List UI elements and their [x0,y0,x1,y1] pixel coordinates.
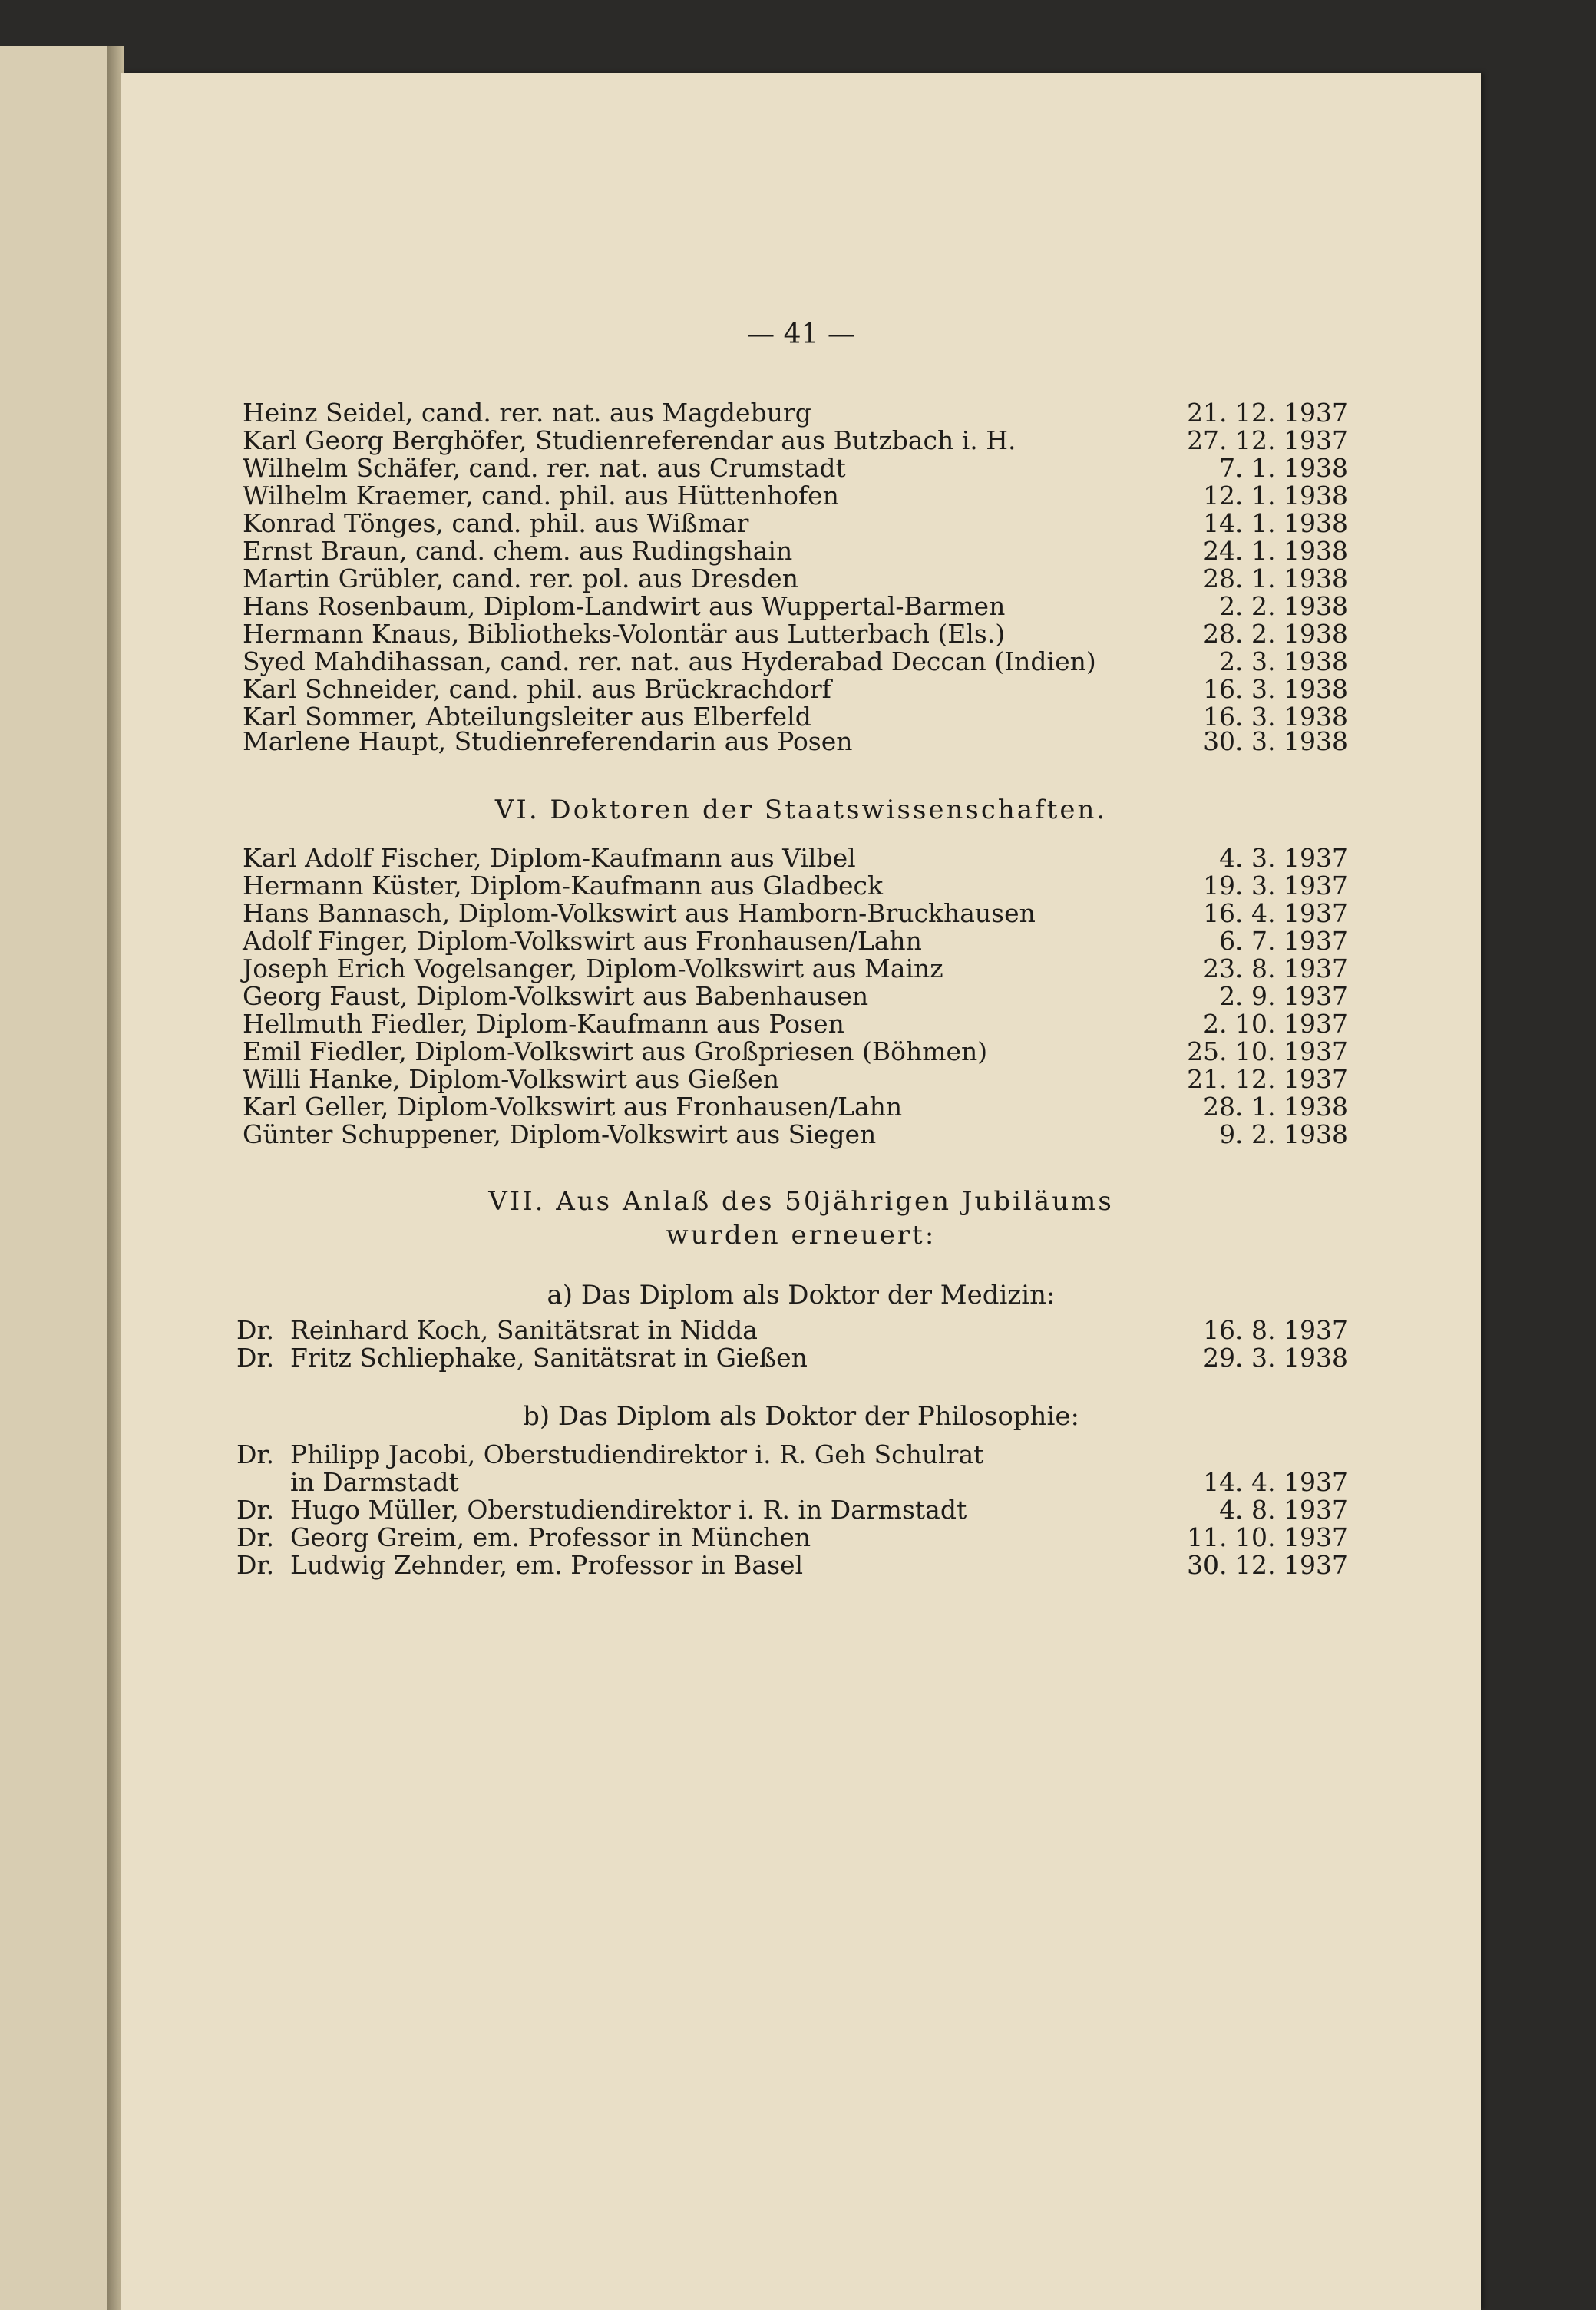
entry-date: 16. 4. 1937 [1203,898,1348,928]
facing-page-edge [0,46,115,2310]
list-item [243,728,1348,755]
entry-name: Ernst Braun, cand. chem. aus Rudingshain [243,536,793,566]
subsection-heading-a: a) Das Diplom als Doktor der Medizin: [547,1280,1056,1310]
entry-name: Martin Grübler, cand. rer. pol. aus Dresden [243,563,798,593]
entry-name: Wilhelm Kraemer, cand. phil. aus Hüttenhofen [243,481,839,511]
list-item [243,955,1348,983]
list-item [236,1441,1348,1469]
section-vii-a-entries [236,1317,1348,1378]
entry-date: 2. 9. 1937 [1219,981,1348,1011]
entry-name: Marlene Haupt, Studienreferendarin aus Posen [243,726,853,756]
list-item [243,927,1348,955]
entry-date: 21. 12. 1937 [1187,1064,1348,1094]
list-item [243,593,1348,620]
entry-date: 2. 3. 1938 [1219,646,1348,676]
list-item [243,1093,1348,1121]
entry-title: Dr. [236,1550,275,1580]
entry-name: Karl Geller, Diplom-Volkswirt aus Fronhausen/Lahn [243,1092,903,1122]
entry-date: 9. 2. 1938 [1219,1119,1348,1149]
entry-date: 16. 3. 1938 [1203,674,1348,704]
list-item [236,1552,1348,1579]
entry-name: Hans Rosenbaum, Diplom-Landwirt aus Wuppertal-Barmen [243,591,1006,621]
entry-date: 16. 8. 1937 [1203,1315,1348,1345]
entry-name: Hans Bannasch, Diplom-Volkswirt aus Hamborn-Bruckhausen [243,898,1036,928]
entry-name: Reinhard Koch, Sanitätsrat in Nidda [290,1315,758,1345]
entry-name-line2: in Darmstadt [290,1467,459,1497]
entry-name: Konrad Tönges, cand. phil. aus Wißmar [243,508,749,538]
entry-name: Hellmuth Fiedler, Diplom-Kaufmann aus Posen [243,1009,844,1039]
entry-name: Günter Schuppener, Diplom-Volkswirt aus Siegen [243,1119,877,1149]
section-heading-vii: VII. Aus Anlaß des 50jährigen Jubiläums [488,1186,1114,1217]
list-item [243,1010,1348,1038]
entry-date: 28. 1. 1938 [1203,563,1348,593]
entry-name: Georg Faust, Diplom-Volkswirt aus Babenhausen [243,981,869,1011]
entry-date: 6. 7. 1937 [1219,926,1348,956]
entry-title: Dr. [236,1439,275,1469]
entry-name: Karl Schneider, cand. phil. aus Brückrachdorf [243,674,831,704]
list-item [243,983,1348,1010]
entry-title: Dr. [236,1495,275,1525]
list-item [243,510,1348,537]
entry-date: 29. 3. 1938 [1203,1343,1348,1373]
entry-title: Dr. [236,1315,275,1345]
entry-date: 24. 1. 1938 [1203,536,1348,566]
list-item [243,565,1348,593]
entry-name: Ludwig Zehnder, em. Professor in Basel [290,1550,804,1580]
entry-name: Syed Mahdihassan, cand. rer. nat. aus Hyderabad Deccan (Indien) [243,646,1096,676]
list-item [243,676,1348,703]
entry-name: Willi Hanke, Diplom-Volkswirt aus Gießen [243,1064,779,1094]
entry-date: 30. 3. 1938 [1203,726,1348,756]
list-item [243,1121,1348,1148]
entry-date: 4. 8. 1937 [1219,1495,1348,1525]
list-item [243,1038,1348,1066]
entry-date: 28. 1. 1938 [1203,1092,1348,1122]
list-item [243,537,1348,565]
entry-title: Dr. [236,1522,275,1552]
entry-date: 23. 8. 1937 [1203,953,1348,983]
entry-date: 11. 10. 1937 [1187,1522,1348,1552]
list-item [236,1496,1348,1524]
entry-date: 14. 4. 1937 [1203,1467,1348,1497]
list-item [243,482,1348,510]
list-item [243,1066,1348,1093]
entry-date: 2. 2. 1938 [1219,591,1348,621]
list-item [243,648,1348,676]
list-item [236,1317,1348,1344]
entry-date: 7. 1. 1938 [1219,453,1348,483]
entry-name: Georg Greim, em. Professor in München [290,1522,811,1552]
list-item [236,1344,1348,1372]
entry-date: 2. 10. 1937 [1203,1009,1348,1039]
entry-name: Hermann Küster, Diplom-Kaufmann aus Gladbeck [243,871,884,901]
entry-date: 14. 1. 1938 [1203,508,1348,538]
entry-name: Karl Sommer, Abteilungsleiter aus Elberfeld [243,702,811,732]
entry-date: 4. 3. 1937 [1219,843,1348,873]
section-vi-entries [243,844,1348,1152]
list-item [243,454,1348,482]
list-item-continuation [236,1469,1348,1496]
entry-name: Joseph Erich Vogelsanger, Diplom-Volkswirt aus Mainz [243,953,943,983]
section-heading-vii-line2: wurden erneuert: [666,1220,937,1251]
section-vii-b-entries [236,1441,1348,1595]
entry-name: Karl Adolf Fischer, Diplom-Kaufmann aus Vilbel [243,843,856,873]
entry-name: Fritz Schliephake, Sanitätsrat in Gießen [290,1343,808,1373]
list-item [243,427,1348,454]
top-entries-last [243,728,1348,758]
list-item [236,1524,1348,1552]
entry-date: 30. 12. 1937 [1187,1550,1348,1580]
entry-name: Hugo Müller, Oberstudiendirektor i. R. in Darmstadt [290,1495,967,1525]
entry-name: Adolf Finger, Diplom-Volkswirt aus Fronhausen/Lahn [243,926,922,956]
entry-date: 25. 10. 1937 [1187,1036,1348,1066]
section-heading-vi: VI. Doktoren der Staatswissenschaften. [494,795,1108,825]
entry-date: 28. 2. 1938 [1203,619,1348,649]
entry-name: Heinz Seidel, cand. rer. nat. aus Magdeburg [243,398,811,428]
entry-name: Hermann Knaus, Bibliotheks-Volontär aus Lutterbach (Els.) [243,619,1006,649]
entry-date: 27. 12. 1937 [1187,425,1348,455]
list-item [243,872,1348,900]
list-item [243,399,1348,427]
list-item [243,844,1348,872]
entry-name: Karl Georg Berghöfer, Studienreferendar aus Butzbach i. H. [243,425,1016,455]
list-item [243,900,1348,927]
entry-date: 12. 1. 1938 [1203,481,1348,511]
book-page [121,73,1481,2310]
entry-date: 21. 12. 1937 [1187,398,1348,428]
list-item [243,620,1348,648]
entry-date: 19. 3. 1937 [1203,871,1348,901]
page-number: — 41 — [747,319,855,350]
entry-date: 16. 3. 1938 [1203,702,1348,732]
entry-name: Emil Fiedler, Diplom-Volkswirt aus Großpriesen (Böhmen) [243,1036,988,1066]
subsection-heading-b: b) Das Diplom als Doktor der Philosophie: [523,1401,1079,1432]
top-entries [243,324,1348,732]
entry-title: Dr. [236,1343,275,1373]
entry-name: Philipp Jacobi, Oberstudiendirektor i. R. Geh Schulrat [290,1439,984,1469]
entry-name: Wilhelm Schäfer, cand. rer. nat. aus Crumstadt [243,453,846,483]
